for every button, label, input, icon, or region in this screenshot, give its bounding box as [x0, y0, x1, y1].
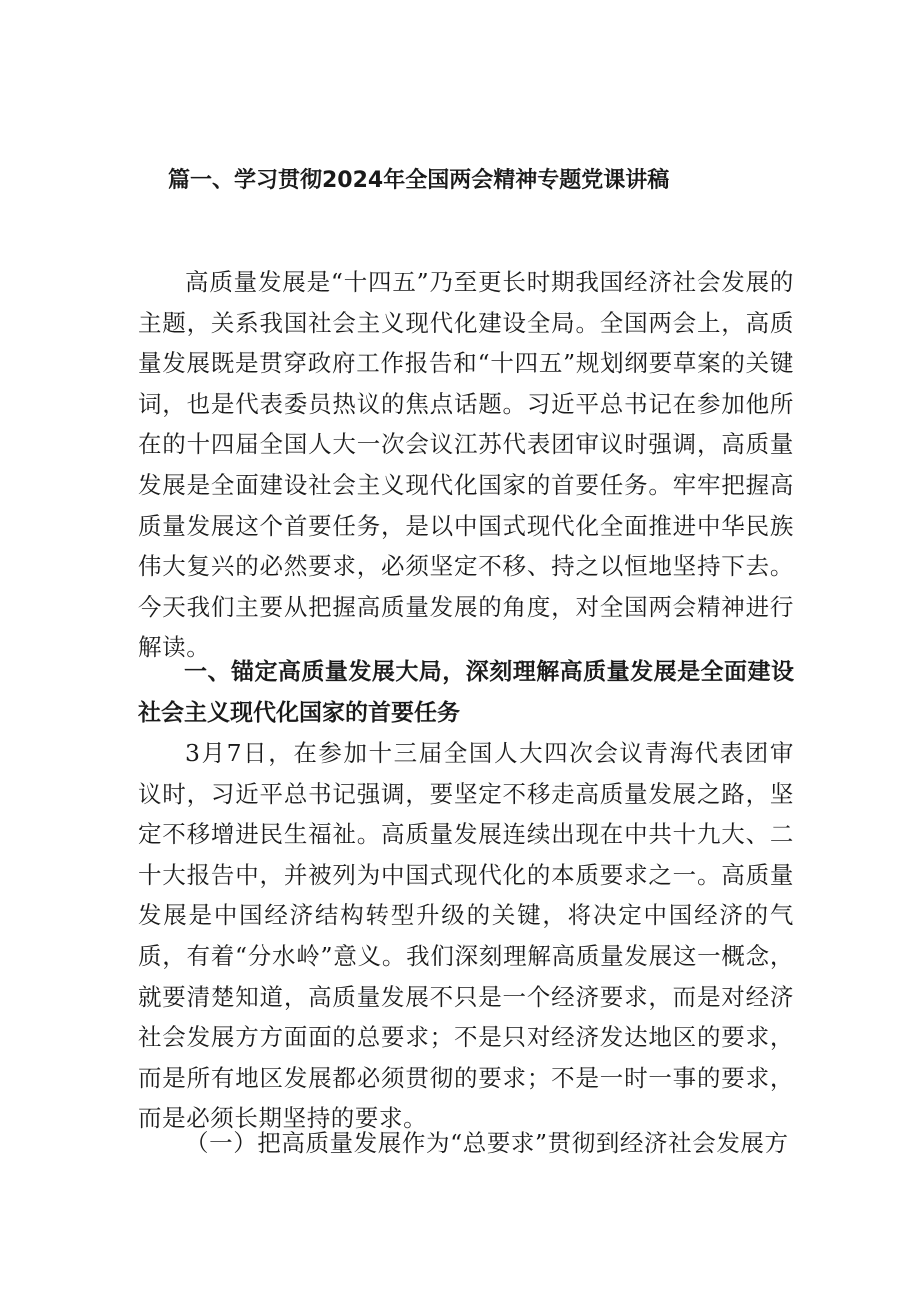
- section-heading-1: 一、锚定高质量发展大局，深刻理解高质量发展是全面建设社会主义现代化国家的首要任务: [138, 659, 794, 726]
- intro-paragraph: 高质量发展是“十四五”乃至更长时期我国经济社会发展的主题，关系我国社会主义现代化建设全局。全国两会上，高质量发展既是贯穿政府工作报告和“十四五”规划纲要草案的关键词，也是代表委员热议的焦点话题。习近平总书记在参加他所在的十四届全国人大一次会议江苏代表团审议时强调，高质量发展是全面建设社会主义现代化国家的首要任务。牢牢把握高质量发展这个首要任务，是以中国式现代化全面推进中华民族伟大复兴的必然要求，必须坚定不移、持之以恒地坚持下去。今天我们主要从把握高质量发展的角度，对全国两会精神进行解读。: [138, 268, 794, 662]
- document-title: 篇一、学习贯彻2024年全国两会精神专题党课讲稿: [168, 168, 670, 193]
- subsection-heading-1: （一）把高质量发展作为“总要求”贯彻到经济社会发展方: [185, 1129, 789, 1157]
- section-1-paragraph: 3月7日，在参加十三届全国人大四次会议青海代表团审议时，习近平总书记强调，要坚定不移走高质量发展之路，坚定不移增进民生福祉。高质量发展连续出现在中共十九大、二十大报告中，并被列为中国式现代化的本质要求之一。高质量发展是中国经济结构转型升级的关键，将决定中国经济的气质，有着“分水岭”意义。我们深刻理解高质量发展这一概念，就要清楚知道，高质量发展不只是一个经济要求，而是对经济社会发展方方面面的总要求；不是只对经济发达地区的要求，而是所有地区发展都必须贯彻的要求；不是一时一事的要求，而是必须长期坚持的要求。: [138, 739, 794, 1133]
